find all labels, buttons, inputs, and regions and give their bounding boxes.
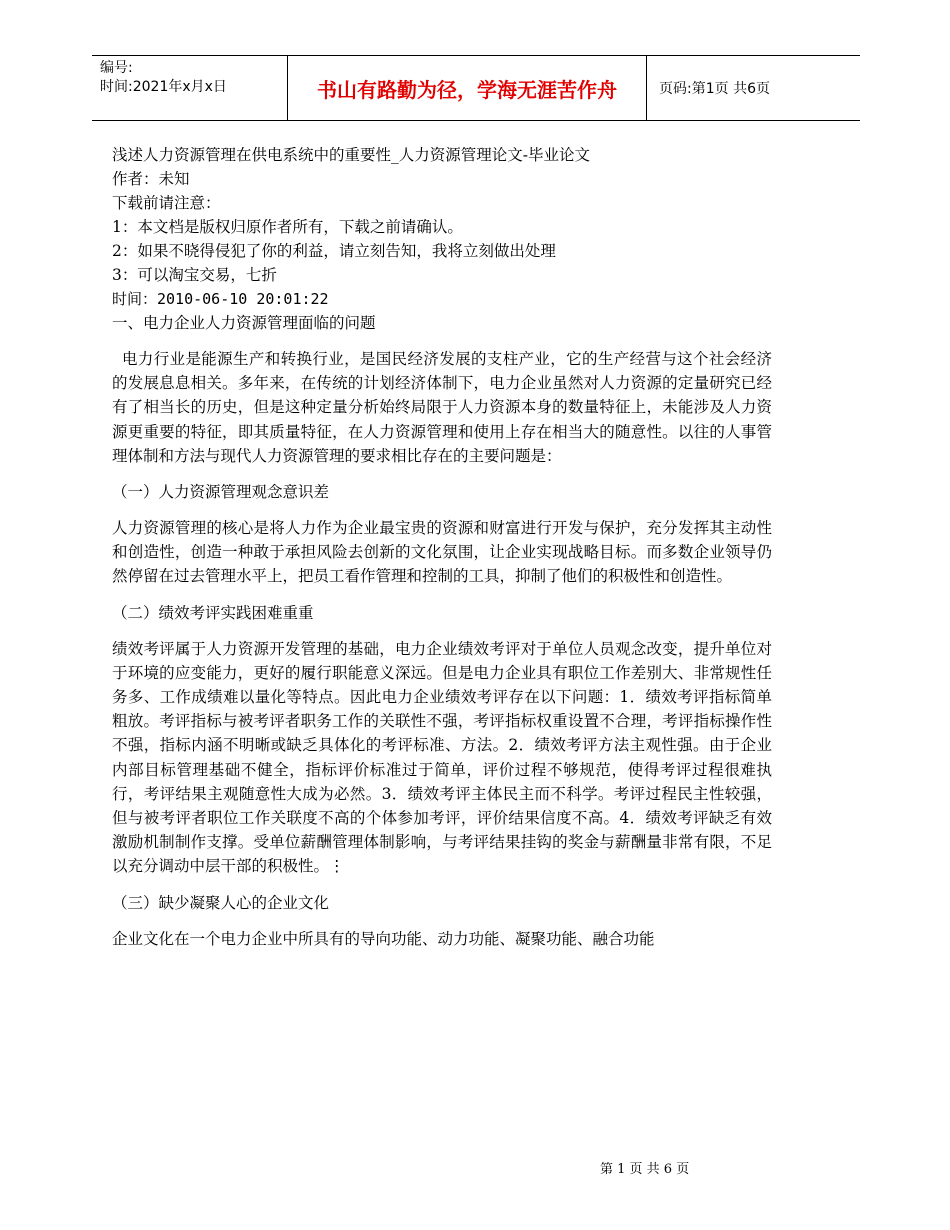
time-label: 时间:2021年x月x日 xyxy=(100,79,227,95)
page-header xyxy=(92,55,860,121)
doc-title: 浅述人力资源管理在供电系统中的重要性_人力资源管理论文-毕业论文 xyxy=(112,146,590,164)
paragraph-1: 电力行业是能源生产和转换行业，是国民经济发展的支柱产业，它的生产经营与这个社会经济的发展息息相关。多年来，在传统的计划经济体制下，电力企业虽然对人力资源的定量研究已经有了相当长的历史，但是这种定量分析始终局限于人力资源本身的数量特征上，未能涉及人力资源更重要的特征，即其质量特征，在人力资源管理和使用上存在相当大的随意性。以往的人事管理体制和方法与现代人力资源管理的要求相比存在的主要问题是： xyxy=(112,350,772,465)
subheading-2: （二）绩效考评实践困难重重 xyxy=(112,603,314,622)
doc-time: 时间：2010-06-10 20:01:22 xyxy=(112,290,329,308)
header-page-label: 页码:第1页 共6页 xyxy=(659,81,770,97)
header-left xyxy=(100,59,227,97)
header-motto: 书山有路勤为径，学海无涯苦作舟 xyxy=(287,55,647,121)
paragraph-4: 企业文化在一个电力企业中所具有的导向功能、动力功能、凝聚功能、融合功能 xyxy=(112,929,655,948)
subheading-3: （三）缺少凝聚人心的企业文化 xyxy=(112,893,330,912)
notice-title: 下载前请注意： xyxy=(112,194,221,212)
document-body xyxy=(112,143,772,951)
notice-item-2: 2：如果不晓得侵犯了你的利益，请立刻告知，我将立刻做出处理 xyxy=(112,242,556,260)
code-label: 编号: xyxy=(100,60,133,76)
section-heading-1: 一、电力企业人力资源管理面临的问题 xyxy=(112,314,376,332)
subheading-1: （一）人力资源管理观念意识差 xyxy=(112,483,330,502)
paragraph-3: 绩效考评属于人力资源开发管理的基础，电力企业绩效考评对于单位人员观念改变，提升单位对于环境的应变能力，更好的履行职能意义深远。但是电力企业具有职位工作差别大、非常规性任务多、工作成绩难以量化等特点。因此电力企业绩效考评存在以下问题：1．绩效考评指标简单粗放。考评指标与被考评者职务工作的关联性不强，考评指标权重设置不合理，考评指标操作性不强，指标内涵不明晰或缺乏具体化的考评标准、方法。2．绩效考评方法主观性强。由于企业内部目标管理基础不健全，指标评价标准过于简单，评价过程不够规范，使得考评过程很难执行，考评结果主观随意性大成为必然。3．绩效考评主体民主而不科学。考评过程民主性较强，但与被考评者职位工作关联度不高的个体参加考评，评价结果信度不高。4．绩效考评缺乏有效激励机制制作支撑。受单位薪酬管理体制影响，与考评结果挂钩的奖金与薪酬量非常有限，不足以充分调动中层干部的积极性。⋮ xyxy=(112,639,772,876)
doc-author: 作者：未知 xyxy=(112,170,190,188)
paragraph-2: 人力资源管理的核心是将人力作为企业最宝贵的资源和财富进行开发与保护，充分发挥其主动性和创造性，创造一种敢于承担风险去创新的文化氛围，让企业实现战略目标。而多数企业领导仍然停留在过去管理水平上，把员工看作管理和控制的工具，抑制了他们的积极性和创造性。 xyxy=(112,519,772,586)
notice-item-1: 1：本文档是版权归原作者所有，下载之前请确认。 xyxy=(112,218,463,236)
notice-item-3: 3：可以淘宝交易，七折 xyxy=(112,266,277,284)
page-footer: 第 1 页 共 6 页 xyxy=(600,1162,690,1177)
